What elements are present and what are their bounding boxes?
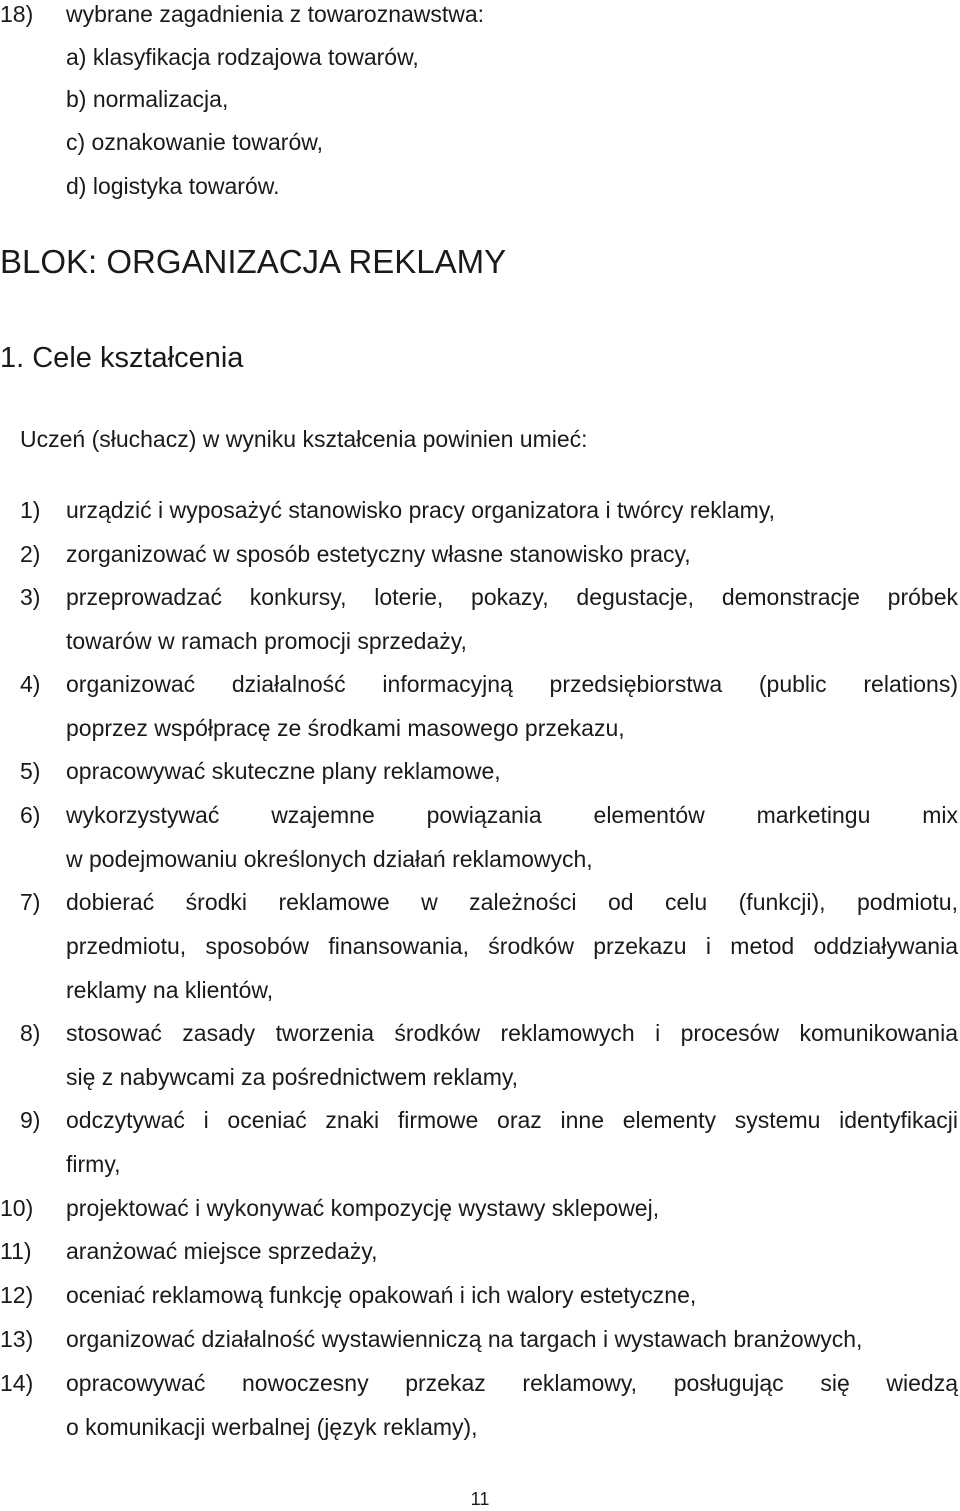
- item-text: aranżować miejsce sprzedaży,: [66, 1238, 378, 1264]
- item-number: 6): [20, 802, 41, 828]
- item-text: organizować działalność wystawienniczą na targach i wystawach branżowych,: [66, 1326, 863, 1352]
- item-text: o komunikacji werbalnej (język reklamy),: [66, 1414, 478, 1440]
- item-text: wykorzystywać wzajemne powiązania elementów marketingu mix: [66, 802, 958, 828]
- item-text: odczytywać i oceniać znaki firmowe oraz inne elementy systemu identyfikacji: [66, 1107, 958, 1133]
- item-number: 1): [20, 497, 41, 523]
- sub-item-text: c) oznakowanie towarów,: [66, 129, 323, 155]
- item-text: w podejmowaniu określonych działań reklamowych,: [66, 846, 593, 872]
- item-text: towarów w ramach promocji sprzedaży,: [66, 628, 467, 654]
- item-text: dobierać środki reklamowe w zależności od celu (funkcji), podmiotu,: [66, 889, 958, 915]
- item-text: wybrane zagadnienia z towaroznawstwa:: [66, 1, 485, 27]
- item-number: 9): [20, 1107, 41, 1133]
- item-number: 3): [20, 584, 41, 610]
- item-number: 2): [20, 541, 41, 567]
- item-number: 14): [0, 1370, 34, 1396]
- item-text: się z nabywcami za pośrednictwem reklamy,: [66, 1064, 519, 1090]
- item-number: 4): [20, 671, 41, 697]
- item-text: przeprowadzać konkursy, loterie, pokazy, degustacje, demonstracje próbek: [66, 584, 958, 610]
- item-number: 13): [0, 1326, 34, 1352]
- sub-item-text: d) logistyka towarów.: [66, 173, 280, 199]
- item-text: opracowywać skuteczne plany reklamowe,: [66, 758, 501, 784]
- item-number: 8): [20, 1020, 41, 1046]
- sub-item-text: b) normalizacja,: [66, 86, 229, 112]
- section-title: 1. Cele kształcenia: [0, 342, 244, 374]
- item-text: oceniać reklamową funkcję opakowań i ich walory estetyczne,: [66, 1282, 697, 1308]
- item-number: 7): [20, 889, 41, 915]
- item-text: urządzić i wyposażyć stanowisko pracy organizatora i twórcy reklamy,: [66, 497, 775, 523]
- item-text: firmy,: [66, 1151, 121, 1177]
- item-number: 5): [20, 758, 41, 784]
- item-number: 12): [0, 1282, 34, 1308]
- item-text: organizować działalność informacyjną przedsiębiorstwa (public relations): [66, 671, 958, 697]
- item-text: projektować i wykonywać kompozycję wystawy sklepowej,: [66, 1195, 660, 1221]
- item-number: 10): [0, 1195, 34, 1221]
- item-text: przedmiotu, sposobów finansowania, środków przekazu i metod oddziaływania: [66, 933, 958, 959]
- item-text: poprzez współpracę ze środkami masowego przekazu,: [66, 715, 625, 741]
- block-title: BLOK: ORGANIZACJA REKLAMY: [0, 243, 507, 280]
- item-number: 18): [0, 1, 34, 27]
- sub-item-text: a) klasyfikacja rodzajowa towarów,: [66, 44, 419, 70]
- item-text: reklamy na klientów,: [66, 977, 274, 1003]
- page-number: 11: [470, 1489, 490, 1509]
- item-text: opracowywać nowoczesny przekaz reklamowy, posługując się wiedzą: [66, 1370, 958, 1396]
- intro-text: Uczeń (słuchacz) w wyniku kształcenia powinien umieć:: [20, 426, 588, 452]
- item-number: 11): [0, 1238, 32, 1264]
- item-text: stosować zasady tworzenia środków reklamowych i procesów komunikowania: [66, 1020, 958, 1046]
- item-text: zorganizować w sposób estetyczny własne stanowisko pracy,: [66, 541, 691, 567]
